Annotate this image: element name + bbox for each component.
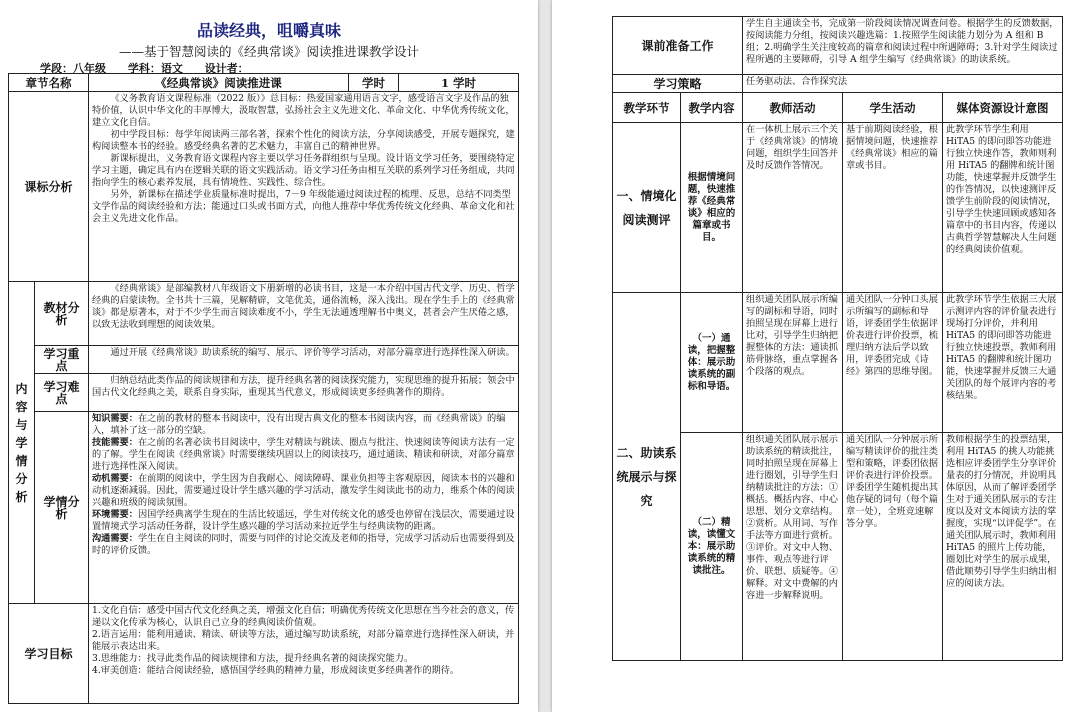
document-title: 品读经典，咀嚼真味 (196, 21, 341, 40)
xueqing-item-text: 在之前的名著必读书目阅读中，学生对精读与跳读、圈点与批注、快速阅读等阅读方法有一定的了解。学生在阅读《经典常谈》时需要继续巩固以上的阅读技巧，通过通读、精读和研读，对部分篇章进行选择性深入阅读。 (92, 437, 515, 472)
xueqing-item-head: 知识需要： (92, 413, 138, 424)
xueqing-item-head: 动机需要： (92, 473, 138, 484)
strategy-content: 任务驱动法、合作探究法 (743, 75, 1063, 93)
nandian-content (89, 374, 519, 412)
xueqing-item-head: 技能需要： (92, 437, 138, 448)
xueqing-item-head: 沟通需要： (92, 533, 138, 544)
media-design: 此教学环节学生利用 HiTA5 的即问即答功能进行独立快速作答，教师则利用 HiTA5 的翻牌和统计图功能，快速掌握并反馈学生的作答情况，以快速测评反馈学生前阶段的阅读情况，引导学生快速回顾或感知各篇章中的书目内容，传递以古典哲学智慧解决人生问题的经典阅读价值观。 (943, 123, 1063, 293)
mubiao-item: 1.文化自信：感受中国古代文化经典之美，增强文化自信；明确优秀传统文化思想在当今社会的意义，传递以文化传承为核心，认识自己立身的经典阅读价值观。 (92, 605, 515, 628)
zhongdian-content (89, 346, 519, 374)
kebiao-content (89, 92, 519, 282)
xueqing-item (92, 509, 515, 533)
zhongdian-label: 学习重点 (35, 346, 89, 374)
stage-content: 根据情境问题，快速推荐《经典常谈》相应的篇章或书目。 (681, 123, 743, 293)
student-activity: 通关团队一分钟口头展示所编写的副标和导语，评委团学生依据评价表进行评价投票，梳理归纳方法后学以致用，评委团完成《诗经》第四的思维导图。 (843, 293, 943, 433)
column-header-row (613, 93, 1063, 123)
prep-content: 学生自主通读全书，完成第一阶段阅读情况调查问卷。根据学生的反馈数据，按阅读能力分组，按阅读兴趣选篇：1.按照学生阅读能力划分为 A 组和 B 组；2.明确学生关注度较高的篇章和阅读过程中所遇障碍；3.针对学生阅读过程所遇的主要障碍，引导 A 组学生编写《经典常谈》的助读系统。 (743, 17, 1063, 75)
stage-row (613, 123, 1063, 293)
col-header-teacher: 教师活动 (743, 93, 843, 123)
jiaocai-text: 《经典常谈》是部编教材八年级语文下册新增的必读书目，这是一本介绍中国古代文学、历史、哲学经典的启蒙读物。全书共十三篇，见解精辟，文笔优美，通俗流畅，深入浅出。现在学生手上的《经典常谈》都是原著本，对于不少学生而言阅读难度不小，学生无法通透理解书中奥义，甚者会产生厌倦之感，以致无法收到理想的阅读效果。 (92, 283, 515, 330)
media-design: 此教学环节学生依据三大展示测评内容的评价量表进行现场打分评价，并利用 HiTA5 的即问即答功能进行独立快速投票，教师利用 HiTA5 的翻牌和统计图功能，快速掌握并反馈三大通关团队的每个展评内容的考核结果。 (943, 293, 1063, 433)
col-header-student: 学生活动 (843, 93, 943, 123)
header-row (9, 74, 519, 92)
xueqing-item (92, 437, 515, 473)
lesson-plan-table-left (8, 73, 519, 704)
document-subtitle: ——基于智慧阅读的《经典常谈》阅读推进课教学设计 (118, 44, 419, 59)
meta-grade: 学段：八年级 (40, 62, 106, 75)
mubiao-label: 学习目标 (9, 604, 89, 704)
zhongdian-row (9, 346, 519, 374)
xueqing-item (92, 473, 515, 509)
time-value: 1 学时 (399, 74, 519, 92)
jiaocai-row (9, 282, 519, 346)
neirong-label: 内容与学情分析 (9, 282, 35, 604)
document-page-left (0, 0, 538, 712)
kebiao-paragraph: 另外，新课标在描述学业质量标准时提出，7－9 年级能通过阅读过程的梳理、反思，总结不同类型文学作品的阅读经验和方法；能通过口头或书面方式，向他人推荐中华优秀传统文化经典、革命文化和社会主义先进文化作品。 (92, 189, 515, 224)
student-activity: 通关团队一分钟展示所编写精读评价的批注类型和策略，评委团依据评价表进行评价投票。评委团学生随机提出其他存疑的词句（每个篇章一处），全班竞速解答分享。 (843, 433, 943, 661)
kebiao-row (9, 92, 519, 282)
nandian-row (9, 374, 519, 412)
kebiao-paragraph: 初中学段目标：每学年阅读两三部名著，探索个性化的阅读方法，分享阅读感受，开展专题探究，建构阅读整本书的经验。感受经典名著的艺术魅力，丰富自己的精神世界。 (92, 129, 515, 152)
nandian-label: 学习难点 (35, 374, 89, 412)
xueqing-item-text: 在前期的阅读中，学生因为自我耐心、阅读障碍、课业负担等主客观原因，阅读本书的兴趣和动机逐渐减弱。因此，需要通过设计学生感兴趣的学习活动，激发学生阅读此书的动力，维系个体的阅读兴趣和班级的阅读氛围。 (92, 473, 515, 508)
col-header-content: 教学内容 (681, 93, 743, 123)
kebiao-label: 课标分析 (9, 92, 89, 282)
jiaocai-label: 教材分析 (35, 282, 89, 346)
stage-label: 一、情境化阅读测评 (613, 123, 681, 293)
xueqing-label: 学情分析 (35, 412, 89, 604)
document-page-right (552, 0, 1080, 712)
stage-content: （二）精读，读懂文本：展示助读系统的精读批注。 (681, 433, 743, 661)
lesson-plan-table-right (612, 16, 1063, 661)
time-label: 学时 (349, 74, 399, 92)
stage-row (613, 293, 1063, 433)
mubiao-item: 4.审美创造：能结合阅读经验，感悟国学经典的精神力量，形成阅读更多经典著作的期待。 (92, 665, 460, 676)
chapter-name-value: 《经典常谈》阅读推进课 (89, 74, 349, 92)
kebiao-paragraph: 《义务教育语文课程标准（2022 版）》总目标：热爱国家通用语言文字，感受语言文字及作品的独特价值，认识中华文化的丰厚博大，汲取智慧，弘扬社会主义先进文化、革命文化、中华优秀传统文化，建立文化自信。 (92, 93, 515, 128)
strategy-row (613, 75, 1063, 93)
kebiao-paragraph: 新课标提出，义务教育语文课程内容主要以学习任务群组织与呈现。设计语文学习任务，要围绕特定学习主题，确定具有内在逻辑关联的语文实践活动。语文学习任务由相互关联的系列学习任务组成，共同指向学生的核心素养发展，具有情境性、实践性、综合性。 (92, 153, 515, 188)
prep-row (613, 17, 1063, 75)
mubiao-item: 2.语言运用：能利用通读、精读、研读等方法，通过编写助读系统，对部分篇章进行选择性深入研读，并能展示表达出来。 (92, 629, 515, 652)
mubiao-item: 3.思维能力：找寻此类作品的阅读规律和方法，提升经典名著的阅读探究能力。 (92, 653, 414, 664)
meta-subject: 学科：语文 (127, 62, 183, 75)
chapter-name-label: 章节名称 (9, 74, 89, 92)
strategy-label: 学习策略 (613, 75, 743, 93)
nandian-text: 归纳总结此类作品的阅读规律和方法，提升经典名著的阅读探究能力，实现思维的提升拓展；领会中国古代文化经典之美，联系自身实际，重现其当代意义，形成阅读更多经典著作的期待。 (92, 375, 515, 398)
mubiao-row (9, 604, 519, 704)
student-activity: 基于前期阅读经验，根据情境问题，快速推荐《经典常谈》相应的篇章或书目。 (843, 123, 943, 293)
xueqing-item (92, 533, 515, 557)
meta-designer: 设计者： (204, 62, 249, 75)
stage-label: 二、助读系统展示与探究 (613, 293, 681, 661)
media-design: 教师根据学生的投票结果，利用 HiTA5 的挑人功能挑选相应评委团学生分享评价量表的打分情况，并说明具体原因，从而了解评委团学生对于通关团队展示的专注度以及对文本阅读方法的掌握度，实现“以评促学”。在通关团队展示时，教师利用 HiTA5 的照片上传功能，圈划比对学生的展示成果，借此顺势引导学生归纳出相应的阅读方法。 (943, 433, 1063, 661)
jiaocai-content (89, 282, 519, 346)
teacher-activity: 组织通关团队展示展示助读系统的精读批注，同时拍照呈现在屏幕上进行圈划，引导学生归纳精读批注的方法：①概括。概括内容、中心思想、划分文章结构。②赏析。从用词、写作手法等方面进行赏析。③评价。对文中人物、事件、观点等进行评价、联想、质疑等。④解释。对文中费解的内容进一步解释说明。 (743, 433, 843, 661)
xueqing-content (89, 412, 519, 604)
stage-row (613, 433, 1063, 661)
teacher-activity: 在一体机上展示三个关于《经典常谈》的情境问题，组织学生回答并及时反馈作答情况。 (743, 123, 843, 293)
col-header-media: 媒体资源设计意图 (943, 93, 1063, 123)
teacher-activity: 组织通关团队展示所编写的副标和导语，同时拍照呈现在屏幕上进行比对，引导学生归纳把握整体的方法：通读抓筋骨脉络，重点掌握各个段落的观点。 (743, 293, 843, 433)
mubiao-content (89, 604, 519, 704)
xueqing-item-head: 环境需要： (92, 509, 138, 520)
xueqing-item-text: 因国学经典离学生现在的生活比较遥远，学生对传统文化的感受也停留在浅层次，需要通过设置情境式学习活动任务群，设计学生感兴趣的学习活动来拉近学生与经典读物的距离。 (92, 509, 515, 532)
col-header-stage: 教学环节 (613, 93, 681, 123)
xueqing-item-text: 学生在自主阅读的同时，需要与同伴的讨论交流及老师的指导，完成学习活动后也需要得到及时的评价反馈。 (92, 533, 515, 556)
xueqing-item-text: 在之前的教材的整本书阅读中，没有出现古典文化的整本书阅读内容，而《经典常谈》的编入，填补了这一部分的空缺。 (92, 413, 506, 436)
zhongdian-text: 通过开展《经典常谈》助读系统的编写、展示、评价等学习活动，对部分篇章进行选择性深入研读。 (110, 347, 515, 358)
xueqing-row (9, 412, 519, 604)
xueqing-item (92, 413, 515, 437)
stage-content: （一）通读，把握整体：展示助读系统的副标和导语。 (681, 293, 743, 433)
prep-label: 课前准备工作 (613, 17, 743, 75)
